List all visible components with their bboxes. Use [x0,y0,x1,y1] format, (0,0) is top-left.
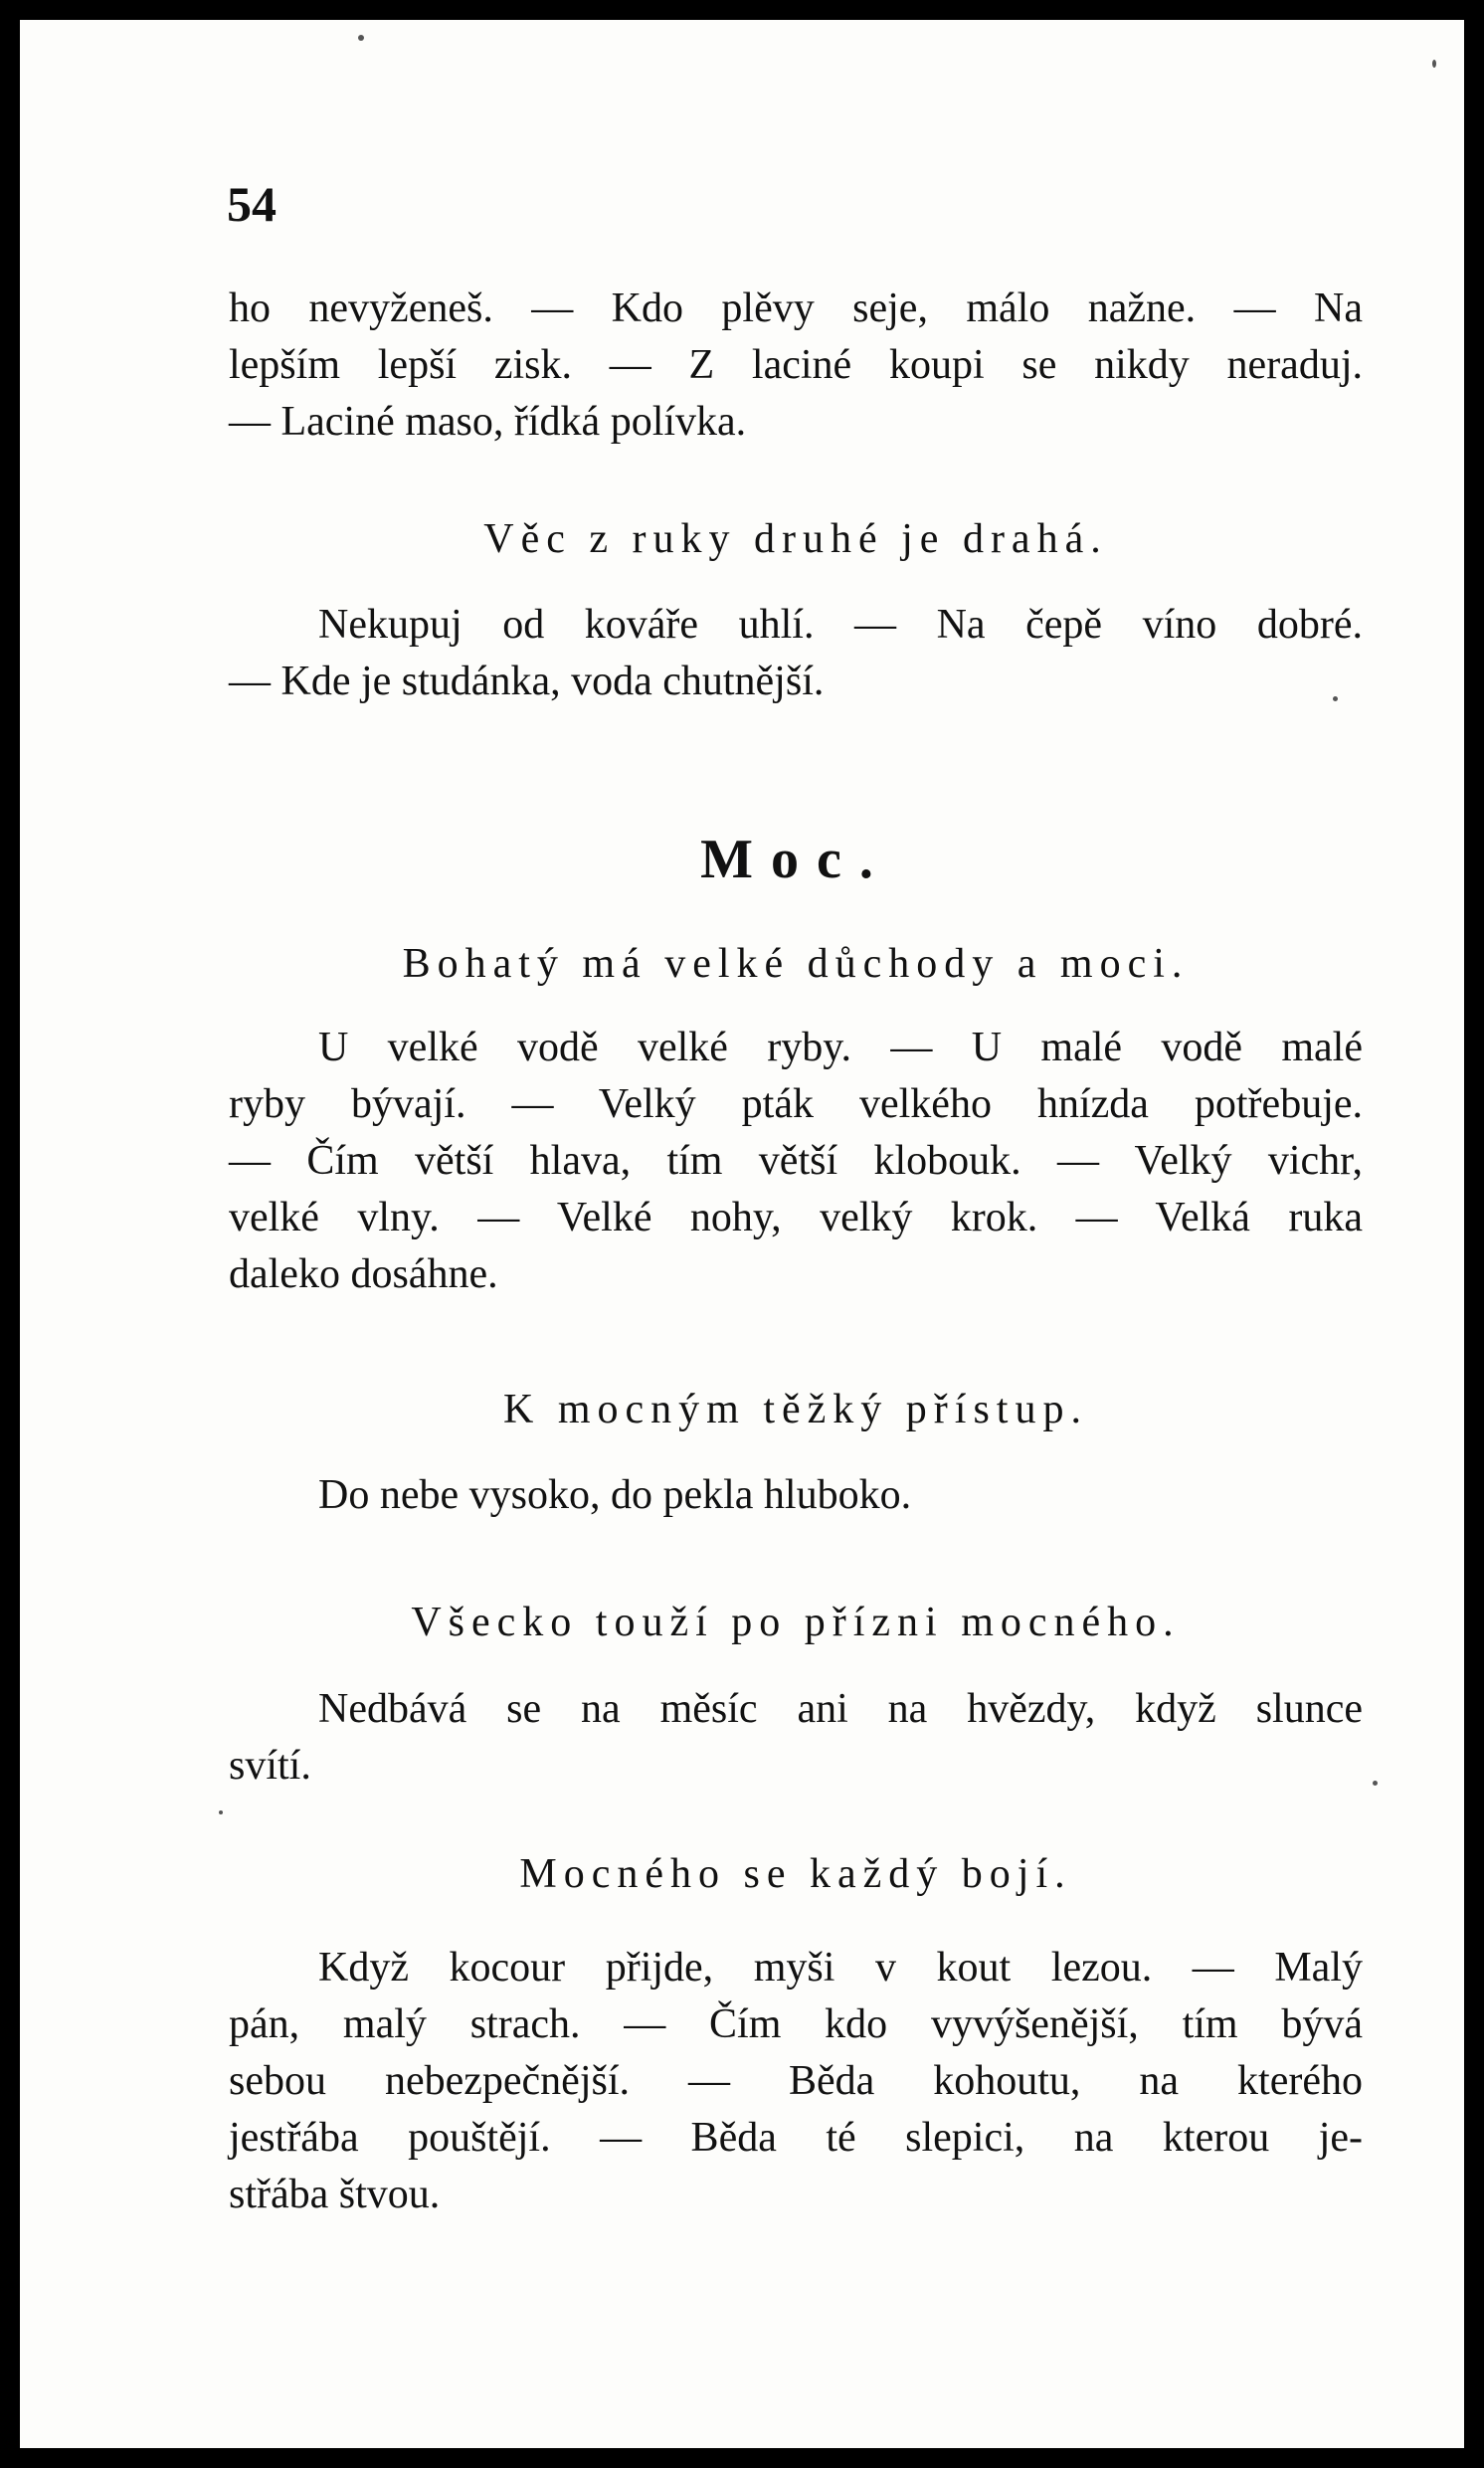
speck [358,35,364,41]
text-line: ryby bývají. — Velký pták velkého hnízda potřebuje. [229,1081,1363,1127]
text-line: Do nebe vysoko, do pekla hluboko. [318,1472,912,1518]
paragraph [229,281,1363,451]
paragraph [229,1020,1363,1303]
text-line: ho nevyženeš. — Kdo plěvy seje, málo nažne. — Na [229,285,1363,331]
paragraph [229,1467,1363,1524]
proverb-heading: Věc z ruky druhé je drahá. [483,516,1108,562]
text-line: střába štvou. [229,2172,441,2217]
page-number: 54 [227,176,277,232]
proverb-heading: Bohatý má velké důchody a moci. [402,941,1190,987]
speck [219,1810,223,1814]
text-line: — Čím větší hlava, tím větší klobouk. — Velký vichr, [229,1138,1363,1184]
paragraph [229,597,1363,710]
proverb-heading: Všecko touží po přízni mocného. [411,1600,1181,1645]
paragraph [229,1681,1363,1795]
text-line: Nedbává se na měsíc ani na hvězdy, když slunce [318,1686,1363,1732]
section-title: Moc. [700,829,891,890]
text-line: — Laciné maso, řídká polívka. [229,399,747,445]
proverb-heading: K mocným těžký přístup. [503,1387,1088,1432]
text-line: velké vlny. — Velké nohy, velký krok. — Velká ruka [229,1195,1363,1240]
text-line: U velké vodě velké ryby. — U malé vodě malé [318,1025,1363,1070]
text-line: sebou nebezpečnější. — Běda kohoutu, na kterého [229,2058,1363,2104]
text-line: Když kocour přijde, myši v kout lezou. — Malý [318,1945,1363,1991]
text-line: svítí. [229,1743,311,1789]
text-line: jestřába pouštějí. — Běda té slepici, na kterou je- [229,2115,1363,2161]
text-line: Nekupuj od kováře uhlí. — Na čepě víno dobré. [318,602,1363,648]
text-line: lepším lepší zisk. — Z laciné koupi se nikdy neraduj. [229,342,1363,388]
paragraph [229,1940,1363,2223]
speck [1373,1781,1378,1786]
proverb-heading: Mocného se každý bojí. [519,1851,1072,1897]
text-line: — Kde je studánka, voda chutnější. [229,659,825,704]
text-line: pán, malý strach. — Čím kdo vyvýšenější, tím bývá [229,2001,1363,2047]
text-line: daleko dosáhne. [229,1251,498,1297]
speck [1432,60,1436,68]
